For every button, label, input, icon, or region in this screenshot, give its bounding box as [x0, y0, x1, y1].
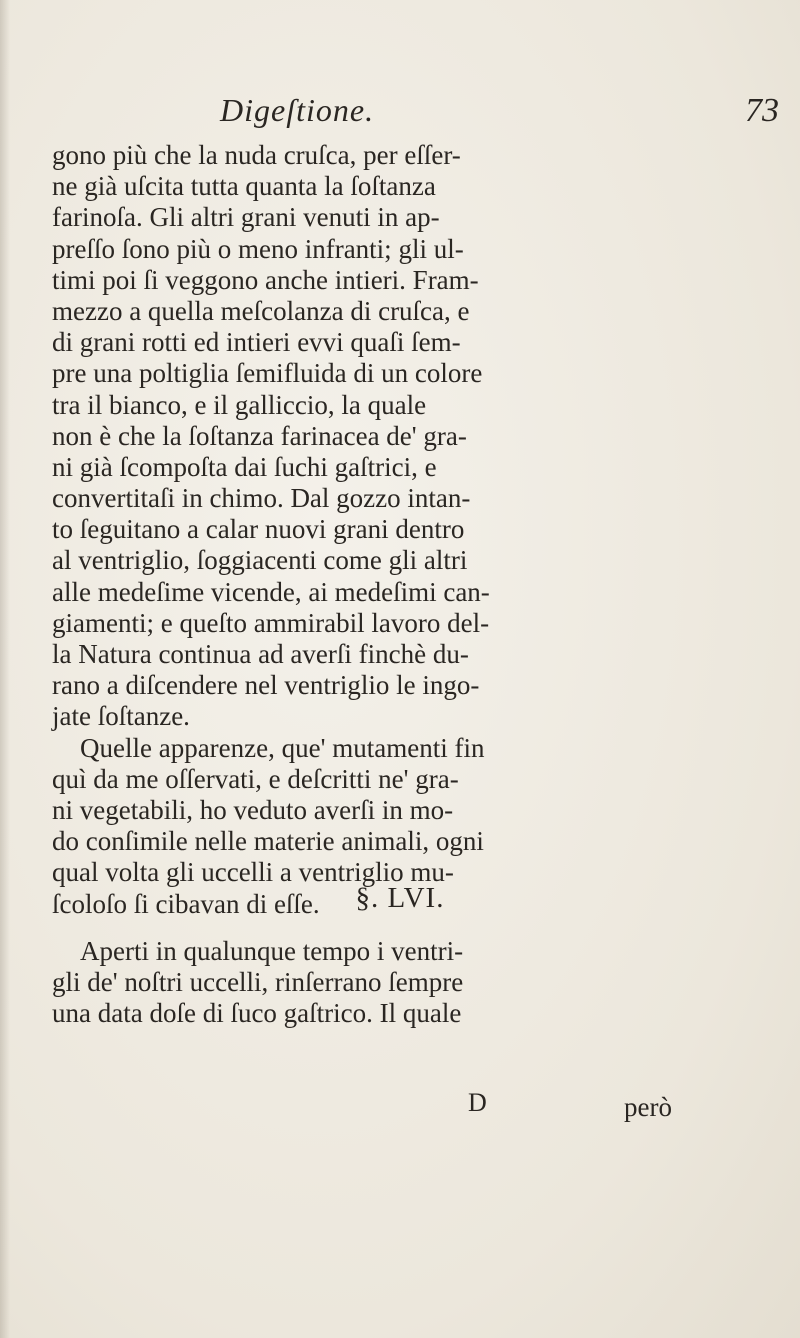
text-line: ſcoloſo ſi cibavan di eſſe.	[52, 888, 320, 919]
text-line: tra il bianco, e il galliccio, la quale	[52, 389, 427, 420]
page-footer	[0, 1088, 800, 1122]
text-line: ni già ſcompoſta dai ſuchi gaſtrici, e	[52, 451, 437, 482]
text-line: to ſeguitano a calar nuovi grani dentro	[52, 514, 465, 545]
text-line: Quelle apparenze, que' mutamenti fin	[80, 732, 485, 763]
text-line: jate ſoſtanze.	[52, 701, 190, 732]
section-heading: §. LVI.	[355, 882, 445, 914]
paragraph-3	[52, 936, 772, 1030]
page-edge-shadow	[0, 0, 10, 1338]
text-line: gli de' noſtri uccelli, rinſerrano ſempre	[52, 967, 464, 998]
text-line: giamenti; e queſto ammirabil lavoro del-	[52, 607, 490, 638]
text-line: qual volta gli uccelli a ventriglio mu-	[52, 857, 454, 888]
text-line: di grani rotti ed intieri evvi quaſi ſem-	[52, 327, 461, 358]
text-line: la Natura continua ad averſi finchè du-	[52, 639, 469, 669]
text-line: pre una poltiglia ſemifluida di un colore	[52, 358, 483, 389]
page-number: 73	[745, 92, 779, 129]
signature-mark: D	[468, 1088, 487, 1117]
text-line: farinoſa. Gli altri grani venuti in ap-	[52, 202, 440, 233]
text-line: ni vegetabili, ho veduto averſi in mo-	[52, 794, 454, 825]
catchword: però	[624, 1092, 672, 1122]
text-line: una data doſe di ſuco gaſtrico. Il quale	[52, 998, 462, 1029]
paragraph-1	[52, 140, 772, 920]
text-line: non è che la ſoſtanza farinacea de' gra-	[52, 420, 467, 451]
text-line: alle medeſime vicende, ai medeſimi can-	[52, 576, 490, 607]
text-line: quì da me oſſervati, e deſcritti ne' gra-	[52, 763, 459, 794]
text-line: timi poi ſi veggono anche intieri. Fram-	[52, 264, 479, 295]
text-line: Aperti in qualunque tempo i ventri-	[80, 936, 464, 966]
page-header	[220, 92, 780, 132]
text-line: rano a diſcendere nel ventriglio le ingo-	[52, 670, 480, 701]
text-line: ne già uſcita tutta quanta la ſoſtanza	[52, 171, 436, 202]
running-title: Digeſtione.	[220, 92, 375, 128]
text-line: convertitaſi in chimo. Dal gozzo intan-	[52, 483, 471, 514]
text-line: preſſo ſono più o meno infranti; gli ul-	[52, 233, 464, 264]
text-line: mezzo a quella meſcolanza di cruſca, e	[52, 295, 470, 326]
text-line: do conſimile nelle materie animali, ogni	[52, 826, 484, 857]
text-line: al ventriglio, ſoggiacenti come gli altri	[52, 545, 468, 576]
text-line: gono più che la nuda cruſca, per eſſer-	[52, 140, 461, 170]
